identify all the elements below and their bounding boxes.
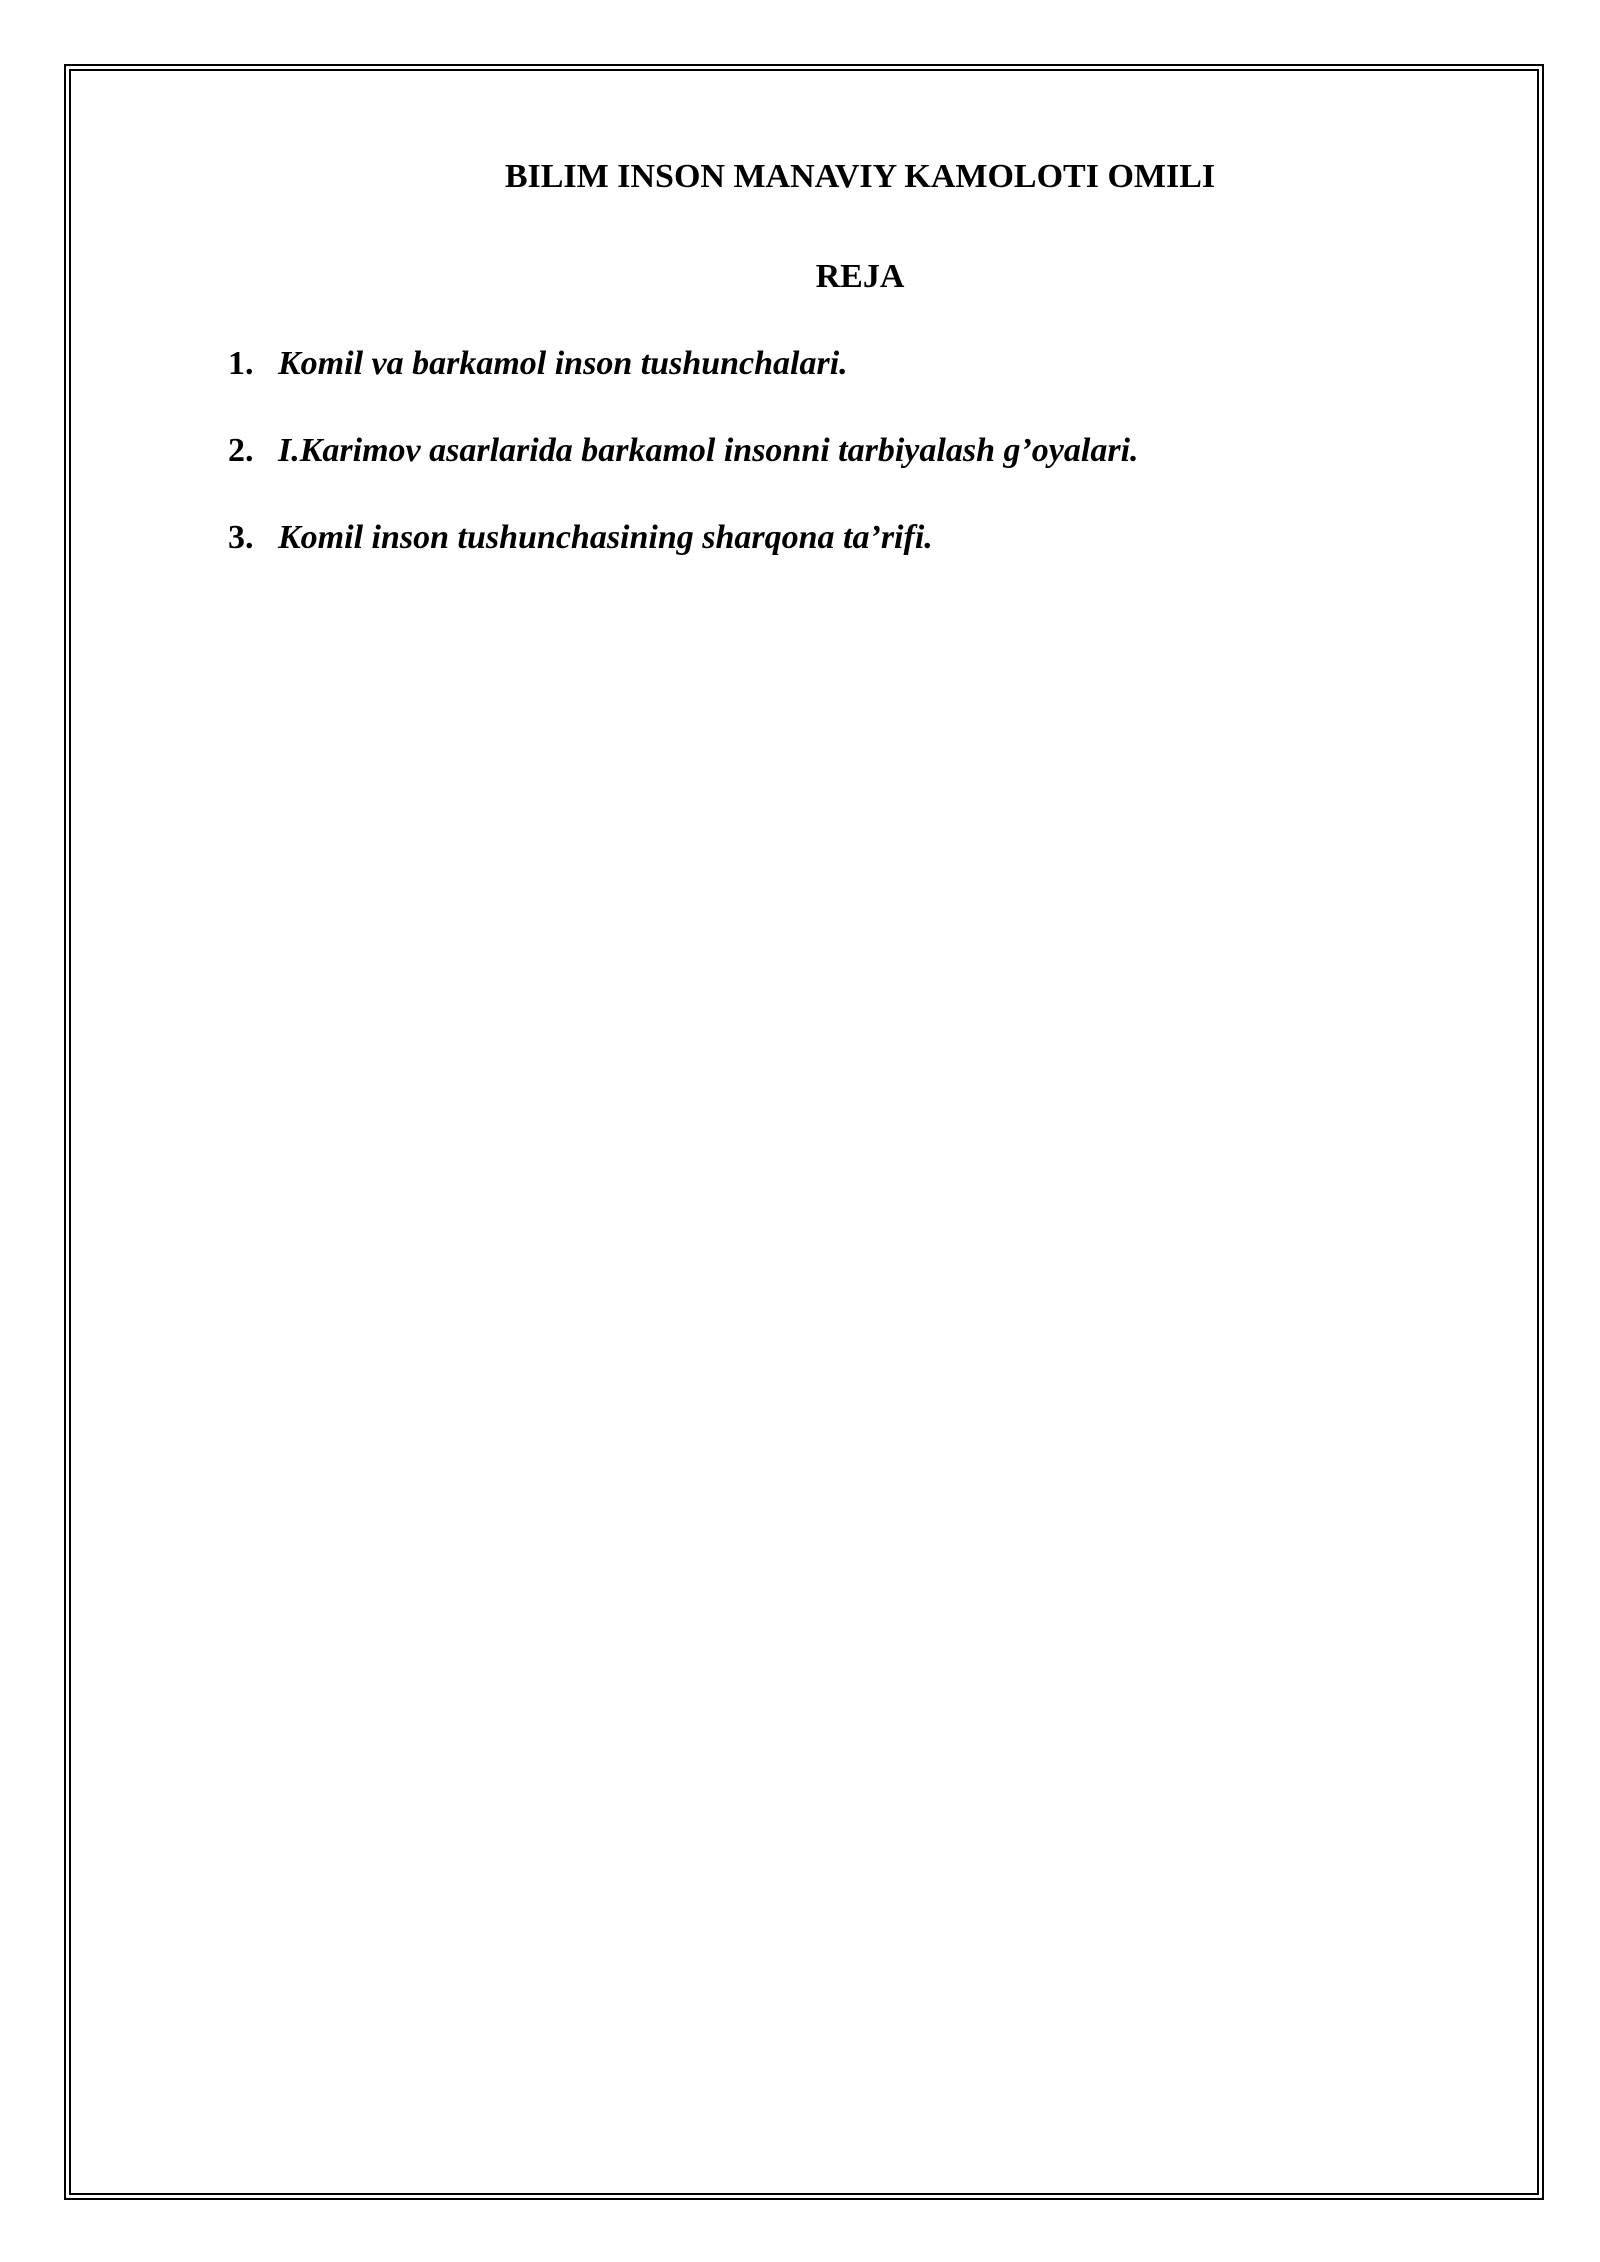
document-title: BILIM INSON MANAVIY KAMOLOTI OMILI xyxy=(504,158,1216,195)
plan-item xyxy=(228,429,1478,473)
plan-item xyxy=(228,516,1478,560)
plan-item-number: 3. xyxy=(228,519,254,556)
plan-item-number: 1. xyxy=(228,345,254,382)
plan-item-text: Komil inson tushunchasining sharqona ta’rifi. xyxy=(278,519,933,556)
plan-item xyxy=(228,342,1478,386)
plan-item-number: 2. xyxy=(228,432,254,469)
plan-list xyxy=(228,342,1478,603)
plan-item-text: I.Karimov asarlarida barkamol insonni tarbiyalash g’oyalari. xyxy=(278,432,1139,469)
document-subtitle: REJA xyxy=(815,258,905,295)
plan-item-text: Komil va barkamol inson tushunchalari. xyxy=(278,345,848,382)
